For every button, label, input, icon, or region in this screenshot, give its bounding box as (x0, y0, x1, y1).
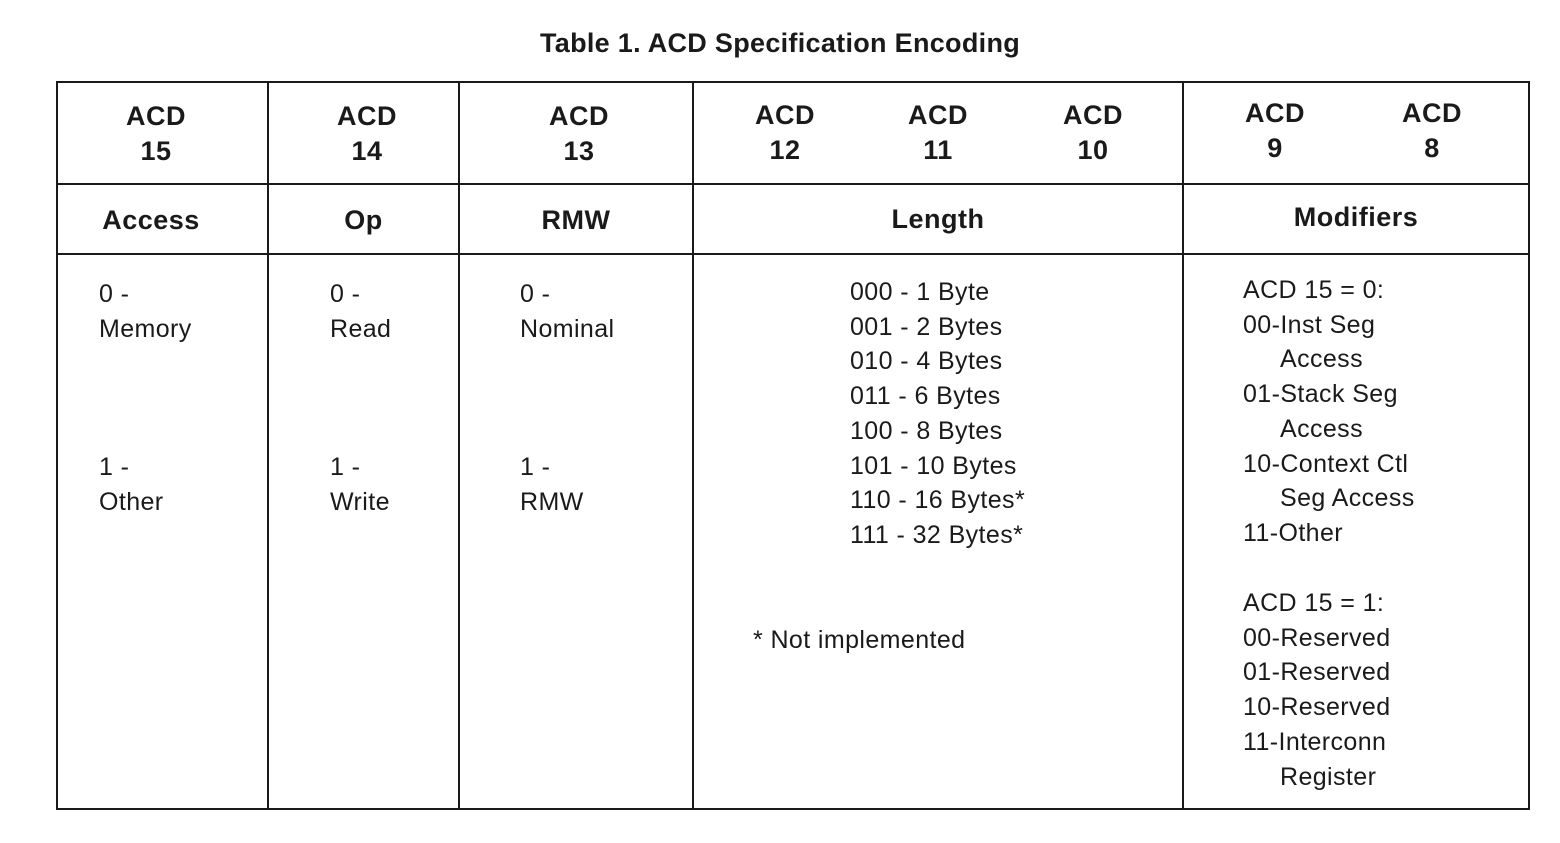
modifiers-heading: ACD 15 = 1: (1243, 589, 1385, 617)
modifiers-group-1 (1243, 586, 1391, 794)
header-acd-11: ACD 11 (908, 100, 968, 165)
length-footnote: * Not implemented (753, 626, 966, 654)
header-divider (56, 183, 1530, 185)
header-acd-14: ACD 14 (337, 101, 397, 166)
column-divider (458, 81, 460, 810)
length-entry: 001 - 2 Bytes (850, 312, 1003, 341)
modifier-entry-continuation: Register (1280, 762, 1377, 791)
length-entry: 000 - 1 Byte (850, 278, 990, 306)
header-acd-10: ACD 10 (1063, 100, 1123, 165)
modifiers-group-0 (1243, 273, 1415, 551)
access-value-0: 0 - Memory (99, 280, 192, 343)
table-title: Table 1. ACD Specification Encoding (539, 28, 1021, 58)
access-value-1: 1 - Other (99, 453, 164, 516)
field-modifiers: Modifiers (1293, 202, 1419, 232)
op-value-1: 1 - Write (330, 453, 390, 516)
modifier-entry: 01-Stack Seg (1243, 380, 1398, 409)
column-divider (267, 81, 269, 810)
length-entry: 100 - 8 Bytes (850, 416, 1003, 445)
column-divider (1182, 81, 1184, 810)
field-rmw: RMW (541, 205, 611, 235)
op-value-0: 0 - Read (330, 280, 392, 343)
modifiers-heading: ACD 15 = 0: (1243, 276, 1385, 304)
modifier-entry: 00-Inst Seg (1243, 310, 1376, 339)
modifier-entry: 01-Reserved (1243, 658, 1391, 687)
length-entry: 101 - 10 Bytes (850, 451, 1017, 480)
field-divider (56, 253, 1530, 255)
length-entry: 110 - 16 Bytes* (850, 486, 1026, 515)
length-entry: 010 - 4 Bytes (850, 347, 1003, 376)
header-acd-9: ACD 9 (1245, 98, 1305, 163)
modifier-entry: 11-Other (1243, 518, 1344, 547)
modifier-entry: 11-Interconn (1243, 727, 1387, 756)
header-acd-12: ACD 12 (755, 100, 815, 165)
modifier-entry: 00-Reserved (1243, 623, 1391, 652)
rmw-value-1: 1 - RMW (520, 453, 584, 516)
modifier-entry-continuation: Access (1280, 345, 1363, 374)
column-divider (692, 81, 694, 810)
header-acd-8: ACD 8 (1402, 98, 1462, 163)
modifier-entry: 10-Context Ctl (1243, 449, 1409, 478)
modifier-entry-continuation: Seg Access (1280, 484, 1415, 513)
rmw-value-0: 0 - Nominal (520, 280, 615, 343)
field-length: Length (891, 204, 985, 234)
field-op: Op (344, 205, 383, 235)
field-access: Access (102, 205, 200, 235)
header-acd-15: ACD 15 (126, 101, 186, 166)
length-encoding-list (850, 275, 1025, 553)
header-acd-13: ACD 13 (549, 101, 609, 166)
modifier-entry-continuation: Access (1280, 414, 1363, 443)
length-entry: 111 - 32 Bytes* (850, 520, 1024, 549)
modifier-entry: 10-Reserved (1243, 693, 1391, 722)
length-entry: 011 - 6 Bytes (850, 382, 1001, 411)
